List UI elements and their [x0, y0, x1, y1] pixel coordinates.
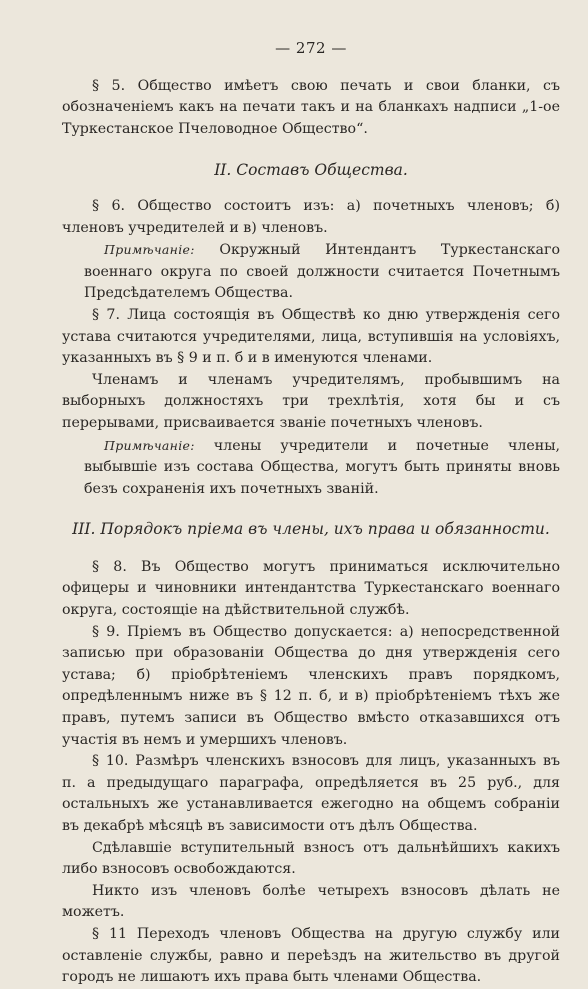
paragraph-5: § 5. Общество имѣетъ свою печать и свои бланки, съ обозначеніемъ какъ на печати такъ и на бланкахъ надписи „1-ое Туркестанское Пчеловодное Общество“.	[62, 77, 560, 137]
paragraph-6: § 6. Общество состоитъ изъ: а) почетныхъ членовъ; б) членовъ учредителей и в) членовъ.	[62, 197, 560, 236]
note-label: Примѣчаніе:	[104, 437, 195, 453]
paragraph-11: § 11 Переходъ членовъ Общества на другую службу или оставленіе службы, равно и переѣздъ на жительство въ другой городъ не лишаютъ ихъ права быть членами Общества.	[62, 925, 560, 986]
paragraph-7: § 7. Лица состоящія въ Обществѣ ко дню утвержденія сего устава считаются учредителями, лица, вступившія на условіяхъ, указанныхъ въ § 9 и п. б и в именуются членами.	[62, 306, 560, 367]
paragraph-9: § 9. Пріемъ въ Общество допускается: а) непосредственной записью при образованіи Общества до дня утвержденія сего устава; б) пріобрѣтеніемъ членскихъ правъ порядкомъ, опредѣленнымъ ниже въ § 12 п. б, и в) пріобрѣтеніемъ тѣхъ же правъ, путемъ записи въ Общество вмѣсто отказавшихся отъ участія въ немъ и умершихъ членовъ.	[62, 623, 560, 748]
note-text: Окружный Интендантъ Туркестанскаго военнаго округа по своей должности считается Почетнымъ Предсѣдателемъ Общества.	[84, 242, 560, 302]
note-1	[62, 239, 560, 305]
paragraph-10-cont-2: Никто изъ членовъ болѣе четырехъ взносовъ дѣлать не можетъ.	[62, 882, 560, 921]
paragraph-7-cont: Членамъ и членамъ учредителямъ, пробывшимъ на выборныхъ должностяхъ три трехлѣтія, хотя бы и съ перерывами, присваивается званіе почетныхъ членовъ.	[62, 371, 560, 431]
note-2	[62, 435, 560, 501]
page-number: — 272 —	[275, 39, 347, 57]
note-text: члены учредители и почетные члены, выбывшіе изъ состава Общества, могутъ быть приняты вновь безъ сохраненія ихъ почетныхъ званій.	[84, 437, 560, 497]
note-label: Примѣчаніе:	[104, 242, 195, 258]
paragraph-10-cont-1: Сдѣлавшіе вступительный взносъ отъ дальнѣйшихъ какихъ либо взносовъ освобождаются.	[62, 839, 560, 878]
paragraph-8: § 8. Въ Общество могутъ приниматься исключительно офицеры и чиновники интендантства Туркестанскаго военнаго округа, состоящіе на дѣйствительной службѣ.	[62, 558, 560, 619]
section-heading-3: III. Порядокъ пріема въ члены, ихъ права и обязанности.	[72, 520, 550, 539]
paragraph-10: § 10. Размѣръ членскихъ взносовъ для лицъ, указанныхъ въ п. а предыдущаго параграфа, опредѣляется въ 25 руб., для остальныхъ же устанавливается ежегодно на общемъ собраніи въ декабрѣ мѣсяцѣ въ зависимости отъ дѣлъ Общества.	[62, 753, 560, 834]
section-heading-2: II. Составъ Общества.	[214, 161, 408, 180]
